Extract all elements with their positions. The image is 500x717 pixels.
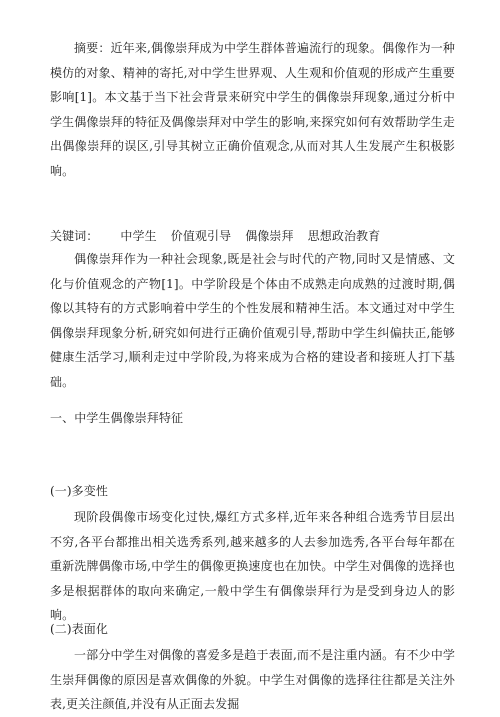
keyword-item: 价值观引导: [170, 229, 232, 243]
keywords-label: 关键词：: [50, 229, 99, 243]
subsection-heading: (一)多变性: [50, 484, 108, 498]
keyword-item: 中学生: [120, 229, 157, 243]
keywords-line: [50, 224, 455, 249]
keyword-item: 偶像崇拜: [245, 229, 294, 243]
body-paragraph: 现阶段偶像市场变化过快,爆红方式多样,近年来各种组合选秀节目层出不穷,各平台都推出相关选秀系列,越来越多的人去参加选秀,各平台每年都在重新洗牌偶像市场,中学生的偶像更换速度也在加快。中学生对偶像的选择也多是根据群体的取向来确定,一般中学生有偶像崇拜行为是受到身边人的影响。: [50, 510, 455, 622]
section-heading: 一、中学生偶像崇拜特征: [50, 411, 184, 425]
abstract-label: 摘要：: [74, 41, 111, 55]
subsection-heading: (二)表面化: [50, 622, 108, 636]
body-paragraph: 一部分中学生对偶像的喜爱多是趋于表面,而不是注重内涵。有不少中学生崇拜偶像的原因是喜欢偶像的外貌。中学生对偶像的选择往往都是关注外表,更关注颜值,并没有从正面去发掘: [50, 648, 455, 711]
keyword-item: 思想政治教育: [307, 229, 381, 243]
intro-paragraph: 偶像崇拜作为一种社会现象,既是社会与时代的产物,同时又是情感、文化与价值观念的产物[1]。中学阶段是个体由不成熟走向成熟的过渡时期,偶像以其特有的方式影响着中学生的个性发展和精神生活。本文通过对中学生偶像崇拜现象分析,研究如何进行正确价值观引导,帮助中学生纠偏扶正,能够健康生活学习,顺利走过中学阶段,为将来成为合格的建设者和接班人打下基础。: [50, 252, 455, 389]
abstract-paragraph: [50, 36, 455, 183]
abstract-text: 近年来,偶像崇拜成为中学生群体普遍流行的现象。偶像作为一种模仿的对象、精神的寄托,对中学生世界观、人生观和价值观的形成产生重要影响[1]。本文基于当下社会背景来研究中学生的偶像崇拜现象,通过分析中学生偶像崇拜的特征及偶像崇拜对中学生的影响,来探究如何有效帮助学生走出偶像崇拜的误区,引导其树立正确价值观念,从而对其人生发展产生积极影响。: [50, 41, 455, 178]
